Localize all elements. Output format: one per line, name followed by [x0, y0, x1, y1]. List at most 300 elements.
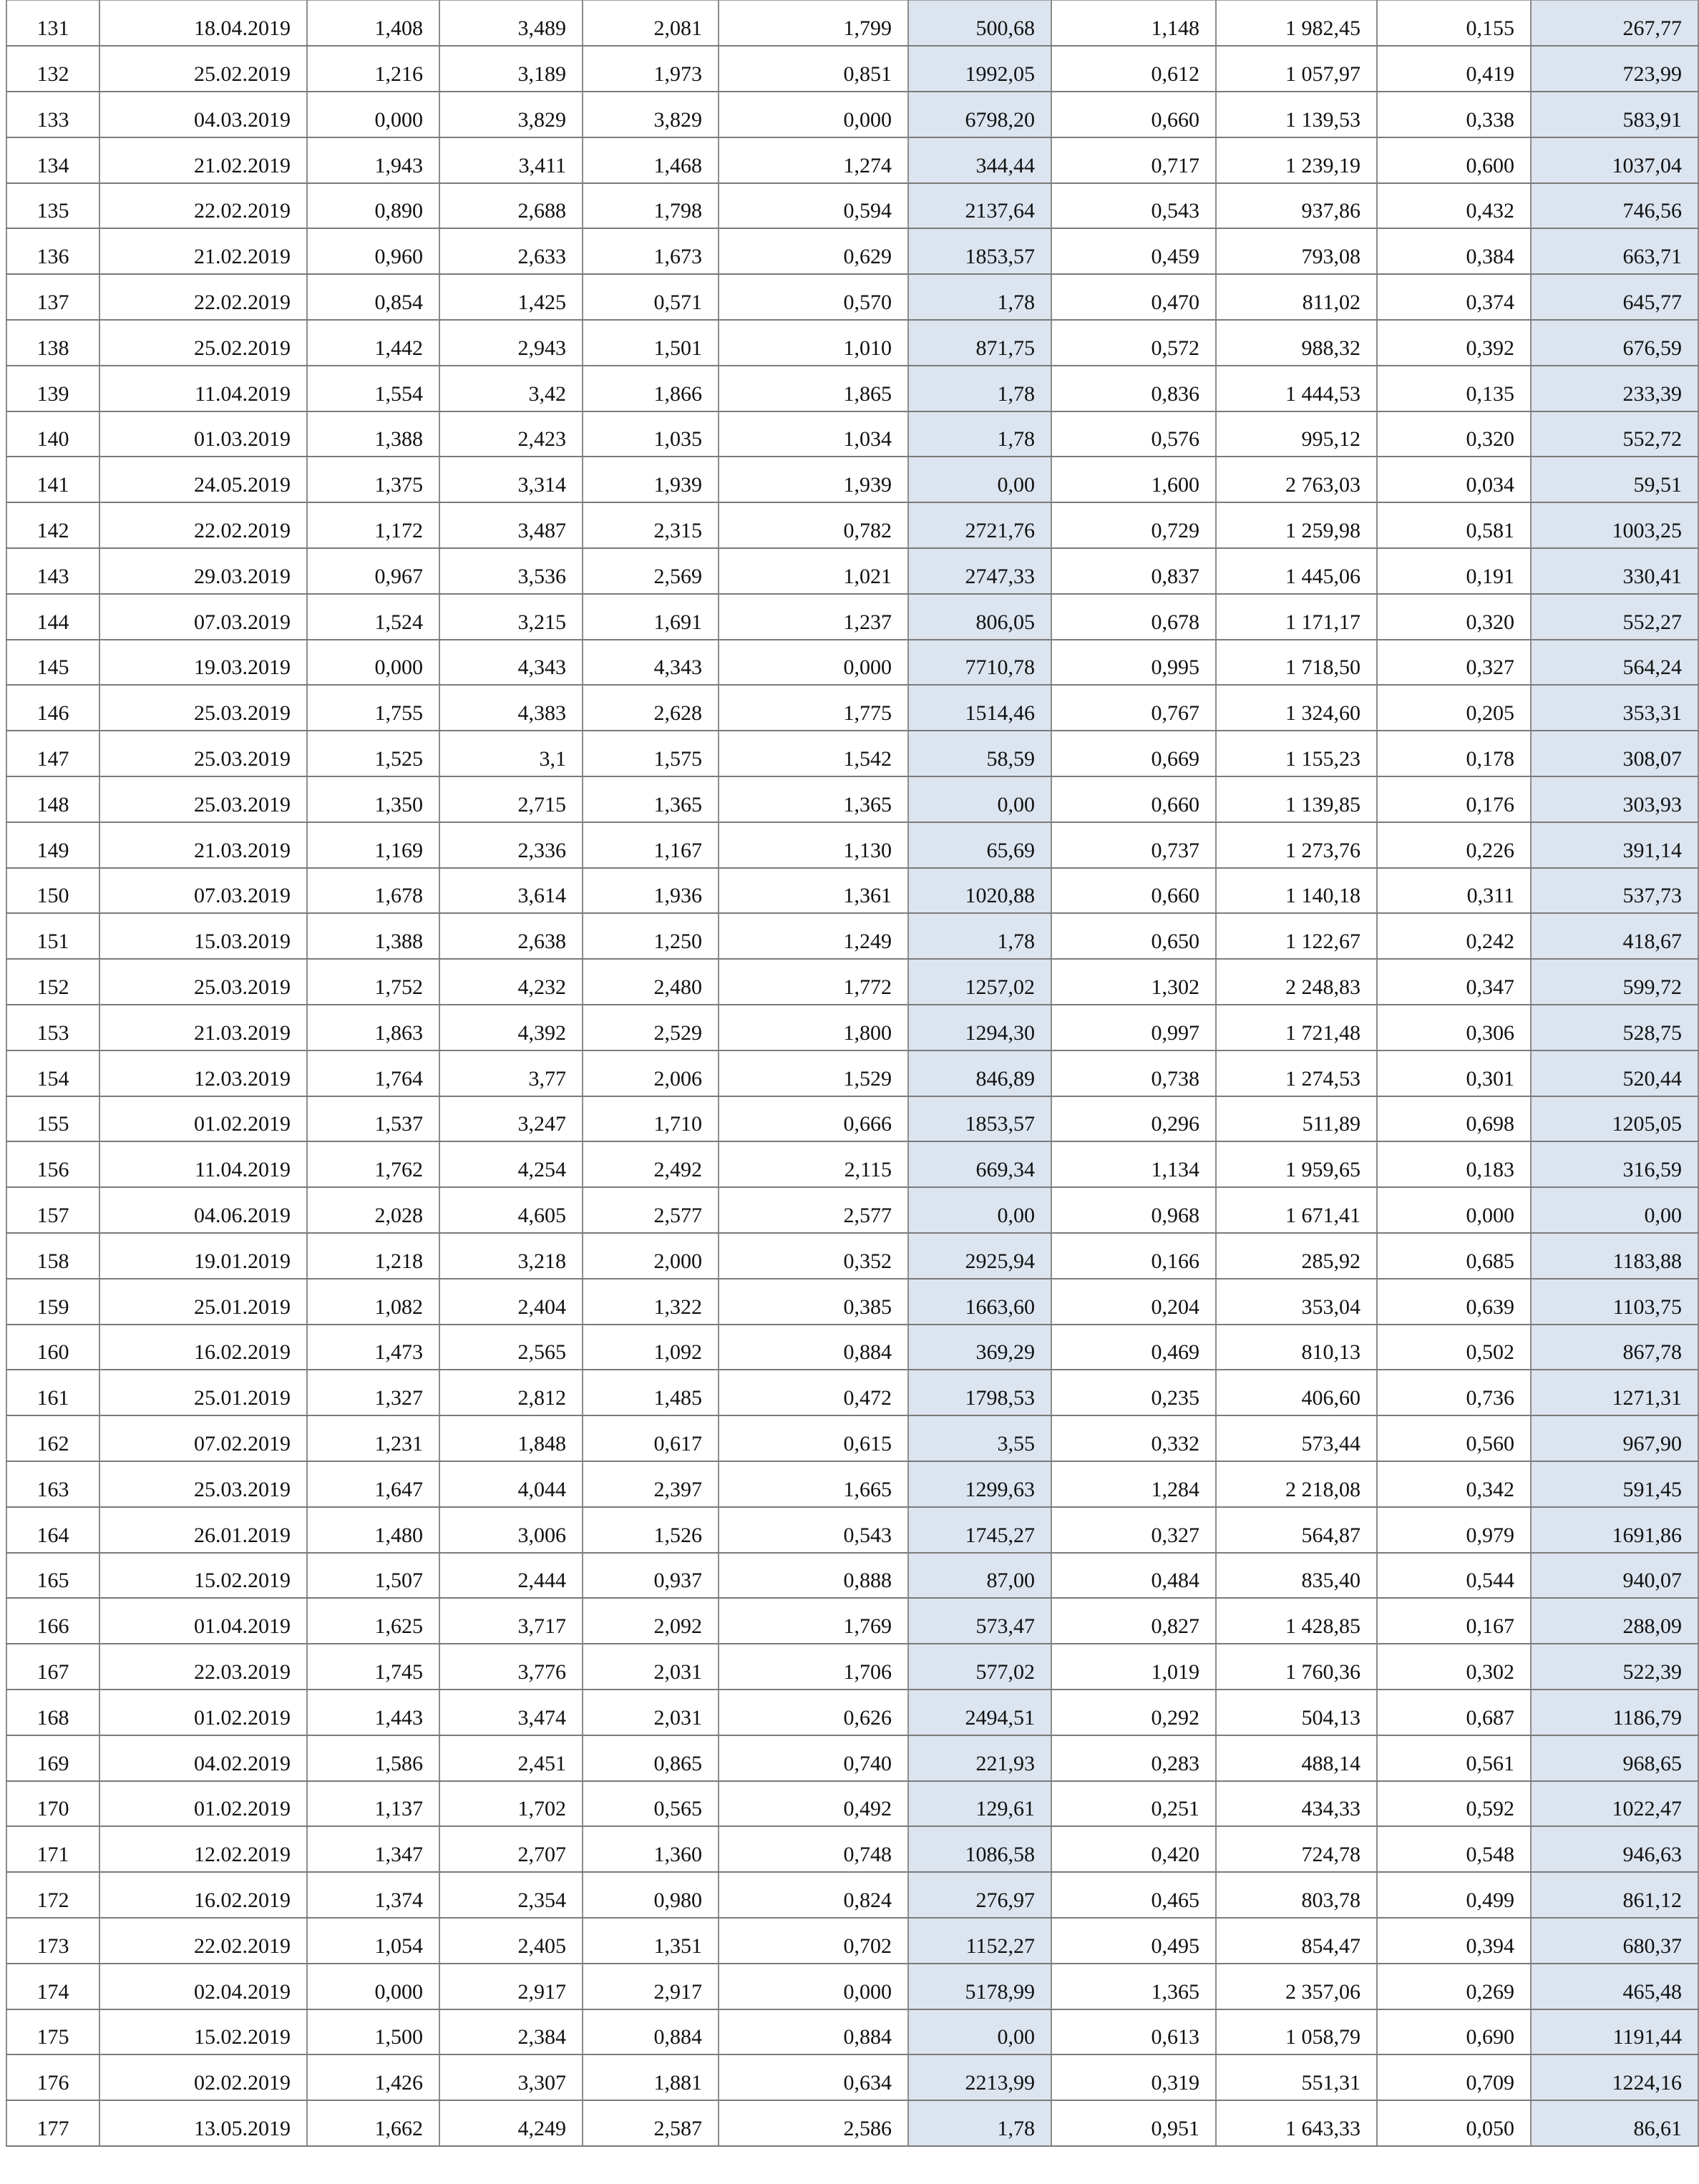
cell-value-i: 676,59	[1531, 320, 1698, 366]
cell-value-d: 1,365	[719, 776, 908, 822]
table-row	[6, 411, 1698, 457]
cell-value-g: 1 643,33	[1216, 2100, 1377, 2146]
cell-date: 22.02.2019	[99, 183, 307, 229]
cell-value-h: 0,685	[1377, 1233, 1531, 1279]
cell-row-number: 136	[6, 228, 99, 274]
cell-value-e: 0,00	[908, 776, 1051, 822]
cell-date: 25.01.2019	[99, 1370, 307, 1415]
cell-value-f: 1,302	[1051, 959, 1216, 1005]
cell-value-f: 0,235	[1051, 1370, 1216, 1415]
cell-date: 01.03.2019	[99, 411, 307, 457]
cell-value-c: 1,575	[583, 731, 719, 776]
table-row	[6, 1598, 1698, 1644]
cell-date: 21.02.2019	[99, 137, 307, 183]
cell-value-a: 1,625	[307, 1598, 439, 1644]
cell-value-g: 1 718,50	[1216, 640, 1377, 686]
cell-value-e: 1798,53	[908, 1370, 1051, 1415]
cell-date: 25.03.2019	[99, 776, 307, 822]
cell-date: 01.02.2019	[99, 1781, 307, 1827]
cell-row-number: 157	[6, 1187, 99, 1233]
cell-value-f: 0,827	[1051, 1598, 1216, 1644]
cell-value-e: 2213,99	[908, 2054, 1051, 2100]
cell-value-c: 1,322	[583, 1279, 719, 1325]
cell-value-i: 1022,47	[1531, 1781, 1698, 1827]
cell-date: 16.02.2019	[99, 1325, 307, 1370]
cell-row-number: 148	[6, 776, 99, 822]
cell-value-d: 0,626	[719, 1690, 908, 1735]
cell-value-i: 59,51	[1531, 457, 1698, 502]
cell-value-a: 1,678	[307, 868, 439, 914]
cell-value-c: 1,881	[583, 2054, 719, 2100]
table-row	[6, 1233, 1698, 1279]
cell-date: 25.03.2019	[99, 959, 307, 1005]
cell-value-f: 1,134	[1051, 1141, 1216, 1187]
cell-value-c: 2,587	[583, 2100, 719, 2146]
cell-value-b: 3,487	[439, 502, 583, 548]
cell-value-b: 3,189	[439, 46, 583, 92]
cell-value-b: 3,314	[439, 457, 583, 502]
cell-value-f: 1,019	[1051, 1644, 1216, 1690]
cell-date: 07.03.2019	[99, 868, 307, 914]
cell-value-e: 2747,33	[908, 548, 1051, 594]
cell-value-h: 0,709	[1377, 2054, 1531, 2100]
cell-row-number: 172	[6, 1872, 99, 1918]
cell-value-d: 1,130	[719, 822, 908, 868]
cell-value-g: 1 445,06	[1216, 548, 1377, 594]
cell-value-d: 0,884	[719, 2009, 908, 2055]
cell-row-number: 177	[6, 2100, 99, 2146]
cell-row-number: 146	[6, 685, 99, 731]
cell-value-b: 4,343	[439, 640, 583, 686]
cell-date: 16.02.2019	[99, 1872, 307, 1918]
cell-value-f: 0,420	[1051, 1826, 1216, 1872]
table-row	[6, 822, 1698, 868]
table-row	[6, 1141, 1698, 1187]
cell-row-number: 161	[6, 1370, 99, 1415]
cell-value-e: 129,61	[908, 1781, 1051, 1827]
cell-value-a: 1,647	[307, 1461, 439, 1507]
cell-value-d: 1,775	[719, 685, 908, 731]
table-row	[6, 594, 1698, 640]
cell-row-number: 160	[6, 1325, 99, 1370]
cell-value-b: 3,307	[439, 2054, 583, 2100]
cell-value-a: 1,169	[307, 822, 439, 868]
cell-value-c: 2,000	[583, 1233, 719, 1279]
table-row	[6, 913, 1698, 959]
cell-value-g: 1 058,79	[1216, 2009, 1377, 2055]
cell-value-a: 1,408	[307, 1, 439, 47]
cell-value-f: 0,459	[1051, 228, 1216, 274]
table-row	[6, 1781, 1698, 1827]
cell-value-e: 2925,94	[908, 1233, 1051, 1279]
cell-value-d: 1,010	[719, 320, 908, 366]
cell-value-d: 0,666	[719, 1096, 908, 1142]
cell-value-g: 285,92	[1216, 1233, 1377, 1279]
cell-value-d: 1,529	[719, 1050, 908, 1096]
cell-value-d: 0,740	[719, 1735, 908, 1781]
cell-value-a: 1,054	[307, 1918, 439, 1964]
cell-value-d: 0,570	[719, 274, 908, 320]
cell-date: 21.03.2019	[99, 1005, 307, 1050]
cell-value-d: 0,000	[719, 640, 908, 686]
table-row	[6, 228, 1698, 274]
cell-row-number: 150	[6, 868, 99, 914]
cell-value-i: 946,63	[1531, 1826, 1698, 1872]
cell-value-g: 811,02	[1216, 274, 1377, 320]
cell-value-i: 522,39	[1531, 1644, 1698, 1690]
cell-date: 02.04.2019	[99, 1964, 307, 2009]
table-row	[6, 2054, 1698, 2100]
cell-value-b: 3,77	[439, 1050, 583, 1096]
cell-value-h: 0,155	[1377, 1, 1531, 47]
cell-value-e: 65,69	[908, 822, 1051, 868]
cell-value-i: 537,73	[1531, 868, 1698, 914]
cell-value-e: 1,78	[908, 2100, 1051, 2146]
table-row	[6, 685, 1698, 731]
cell-value-a: 1,137	[307, 1781, 439, 1827]
cell-date: 19.03.2019	[99, 640, 307, 686]
cell-value-a: 1,172	[307, 502, 439, 548]
cell-value-g: 406,60	[1216, 1370, 1377, 1415]
cell-value-d: 0,615	[719, 1415, 908, 1461]
cell-value-d: 0,634	[719, 2054, 908, 2100]
cell-value-c: 1,092	[583, 1325, 719, 1370]
cell-value-h: 0,135	[1377, 366, 1531, 411]
cell-value-a: 1,443	[307, 1690, 439, 1735]
cell-row-number: 163	[6, 1461, 99, 1507]
cell-value-h: 0,034	[1377, 457, 1531, 502]
cell-row-number: 164	[6, 1507, 99, 1553]
cell-value-c: 1,167	[583, 822, 719, 868]
cell-value-h: 0,687	[1377, 1690, 1531, 1735]
cell-value-d: 1,021	[719, 548, 908, 594]
cell-value-b: 3,411	[439, 137, 583, 183]
cell-date: 15.02.2019	[99, 2009, 307, 2055]
cell-value-a: 0,967	[307, 548, 439, 594]
cell-value-b: 3,474	[439, 1690, 583, 1735]
cell-row-number: 131	[6, 1, 99, 47]
cell-value-h: 0,302	[1377, 1644, 1531, 1690]
cell-value-i: 1003,25	[1531, 502, 1698, 548]
cell-value-g: 1 671,41	[1216, 1187, 1377, 1233]
cell-value-a: 0,000	[307, 640, 439, 686]
cell-value-f: 0,465	[1051, 1872, 1216, 1918]
cell-value-b: 2,633	[439, 228, 583, 274]
cell-value-c: 4,343	[583, 640, 719, 686]
cell-value-i: 233,39	[1531, 366, 1698, 411]
cell-row-number: 174	[6, 1964, 99, 2009]
cell-value-i: 1186,79	[1531, 1690, 1698, 1735]
cell-value-g: 1 444,53	[1216, 366, 1377, 411]
cell-value-f: 0,576	[1051, 411, 1216, 457]
cell-value-b: 4,249	[439, 2100, 583, 2146]
cell-value-c: 2,492	[583, 1141, 719, 1187]
cell-row-number: 140	[6, 411, 99, 457]
cell-value-d: 1,542	[719, 731, 908, 776]
cell-value-c: 2,529	[583, 1005, 719, 1050]
cell-value-g: 1 155,23	[1216, 731, 1377, 776]
cell-value-e: 58,59	[908, 731, 1051, 776]
cell-row-number: 156	[6, 1141, 99, 1187]
cell-value-f: 0,613	[1051, 2009, 1216, 2055]
cell-value-f: 0,612	[1051, 46, 1216, 92]
cell-value-e: 669,34	[908, 1141, 1051, 1187]
cell-value-a: 1,231	[307, 1415, 439, 1461]
cell-value-c: 2,006	[583, 1050, 719, 1096]
cell-value-c: 2,480	[583, 959, 719, 1005]
cell-value-e: 1086,58	[908, 1826, 1051, 1872]
cell-value-g: 793,08	[1216, 228, 1377, 274]
cell-value-e: 3,55	[908, 1415, 1051, 1461]
cell-value-g: 573,44	[1216, 1415, 1377, 1461]
cell-value-a: 1,388	[307, 913, 439, 959]
table-row	[6, 92, 1698, 137]
cell-value-g: 1 139,85	[1216, 776, 1377, 822]
cell-value-f: 0,995	[1051, 640, 1216, 686]
cell-value-d: 0,472	[719, 1370, 908, 1415]
cell-value-g: 937,86	[1216, 183, 1377, 229]
cell-date: 04.06.2019	[99, 1187, 307, 1233]
cell-value-e: 1663,60	[908, 1279, 1051, 1325]
cell-value-c: 1,365	[583, 776, 719, 822]
cell-value-b: 4,232	[439, 959, 583, 1005]
cell-value-a: 1,327	[307, 1370, 439, 1415]
cell-value-e: 7710,78	[908, 640, 1051, 686]
cell-date: 25.03.2019	[99, 731, 307, 776]
cell-value-i: 1691,86	[1531, 1507, 1698, 1553]
cell-value-b: 3,717	[439, 1598, 583, 1644]
table-row	[6, 1096, 1698, 1142]
cell-value-b: 2,917	[439, 1964, 583, 2009]
cell-row-number: 171	[6, 1826, 99, 1872]
cell-value-e: 846,89	[908, 1050, 1051, 1096]
cell-value-g: 551,31	[1216, 2054, 1377, 2100]
cell-value-b: 3,218	[439, 1233, 583, 1279]
cell-value-e: 1294,30	[908, 1005, 1051, 1050]
cell-value-c: 2,081	[583, 1, 719, 47]
cell-value-b: 4,383	[439, 685, 583, 731]
cell-value-g: 1 057,97	[1216, 46, 1377, 92]
table-row	[6, 1050, 1698, 1096]
cell-value-g: 1 259,98	[1216, 502, 1377, 548]
cell-value-i: 86,61	[1531, 2100, 1698, 2146]
cell-value-c: 1,710	[583, 1096, 719, 1142]
cell-row-number: 159	[6, 1279, 99, 1325]
cell-value-f: 0,669	[1051, 731, 1216, 776]
cell-value-e: 1,78	[908, 274, 1051, 320]
table-row	[6, 1826, 1698, 1872]
cell-row-number: 162	[6, 1415, 99, 1461]
cell-value-b: 2,336	[439, 822, 583, 868]
cell-value-f: 0,837	[1051, 548, 1216, 594]
cell-value-i: 746,56	[1531, 183, 1698, 229]
cell-row-number: 170	[6, 1781, 99, 1827]
cell-value-i: 1103,75	[1531, 1279, 1698, 1325]
cell-value-i: 564,24	[1531, 640, 1698, 686]
cell-value-a: 1,537	[307, 1096, 439, 1142]
cell-value-i: 303,93	[1531, 776, 1698, 822]
cell-value-c: 2,397	[583, 1461, 719, 1507]
cell-value-d: 1,665	[719, 1461, 908, 1507]
cell-row-number: 158	[6, 1233, 99, 1279]
cell-value-e: 573,47	[908, 1598, 1051, 1644]
cell-value-h: 0,301	[1377, 1050, 1531, 1096]
cell-value-i: 861,12	[1531, 1872, 1698, 1918]
cell-value-c: 1,526	[583, 1507, 719, 1553]
cell-value-f: 0,951	[1051, 2100, 1216, 2146]
cell-value-b: 2,423	[439, 411, 583, 457]
cell-value-a: 1,662	[307, 2100, 439, 2146]
cell-value-d: 0,543	[719, 1507, 908, 1553]
cell-value-a: 1,762	[307, 1141, 439, 1187]
cell-value-f: 0,767	[1051, 685, 1216, 731]
cell-value-f: 0,997	[1051, 1005, 1216, 1050]
cell-value-i: 1037,04	[1531, 137, 1698, 183]
cell-row-number: 147	[6, 731, 99, 776]
cell-value-c: 1,798	[583, 183, 719, 229]
cell-date: 15.03.2019	[99, 913, 307, 959]
cell-value-g: 803,78	[1216, 1872, 1377, 1918]
cell-value-c: 1,866	[583, 366, 719, 411]
cell-value-h: 0,311	[1377, 868, 1531, 914]
cell-date: 01.02.2019	[99, 1096, 307, 1142]
cell-date: 04.03.2019	[99, 92, 307, 137]
cell-value-d: 0,884	[719, 1325, 908, 1370]
cell-value-d: 1,706	[719, 1644, 908, 1690]
cell-value-f: 0,660	[1051, 776, 1216, 822]
cell-value-a: 1,218	[307, 1233, 439, 1279]
cell-row-number: 153	[6, 1005, 99, 1050]
cell-value-b: 2,384	[439, 2009, 583, 2055]
cell-value-e: 276,97	[908, 1872, 1051, 1918]
cell-value-g: 1 139,53	[1216, 92, 1377, 137]
cell-value-f: 0,296	[1051, 1096, 1216, 1142]
cell-value-d: 0,888	[719, 1553, 908, 1599]
cell-value-i: 528,75	[1531, 1005, 1698, 1050]
cell-value-f: 0,717	[1051, 137, 1216, 183]
cell-value-f: 0,470	[1051, 274, 1216, 320]
cell-date: 12.02.2019	[99, 1826, 307, 1872]
cell-date: 22.03.2019	[99, 1644, 307, 1690]
cell-value-e: 2721,76	[908, 502, 1051, 548]
cell-value-i: 1224,16	[1531, 2054, 1698, 2100]
cell-value-i: 465,48	[1531, 1964, 1698, 2009]
cell-value-i: 520,44	[1531, 1050, 1698, 1096]
cell-value-b: 1,702	[439, 1781, 583, 1827]
cell-value-e: 221,93	[908, 1735, 1051, 1781]
cell-value-a: 1,426	[307, 2054, 439, 2100]
cell-row-number: 165	[6, 1553, 99, 1599]
table-row	[6, 1279, 1698, 1325]
cell-value-g: 988,32	[1216, 320, 1377, 366]
cell-value-i: 552,27	[1531, 594, 1698, 640]
cell-value-b: 3,776	[439, 1644, 583, 1690]
cell-value-f: 0,204	[1051, 1279, 1216, 1325]
cell-value-h: 0,432	[1377, 183, 1531, 229]
cell-value-d: 1,799	[719, 1, 908, 47]
cell-value-h: 0,698	[1377, 1096, 1531, 1142]
cell-value-h: 0,499	[1377, 1872, 1531, 1918]
cell-value-a: 1,755	[307, 685, 439, 731]
table-row	[6, 1553, 1698, 1599]
cell-value-c: 0,565	[583, 1781, 719, 1827]
cell-row-number: 143	[6, 548, 99, 594]
cell-value-d: 1,800	[719, 1005, 908, 1050]
cell-value-g: 1 274,53	[1216, 1050, 1377, 1096]
cell-value-g: 1 760,36	[1216, 1644, 1377, 1690]
cell-row-number: 155	[6, 1096, 99, 1142]
cell-value-a: 1,507	[307, 1553, 439, 1599]
cell-value-i: 645,77	[1531, 274, 1698, 320]
cell-value-h: 0,690	[1377, 2009, 1531, 2055]
cell-value-e: 1853,57	[908, 1096, 1051, 1142]
table-row	[6, 1187, 1698, 1233]
cell-date: 18.04.2019	[99, 1, 307, 47]
cell-value-f: 0,495	[1051, 1918, 1216, 1964]
cell-date: 11.04.2019	[99, 366, 307, 411]
cell-value-f: 0,327	[1051, 1507, 1216, 1553]
cell-row-number: 173	[6, 1918, 99, 1964]
cell-value-g: 2 357,06	[1216, 1964, 1377, 2009]
cell-value-c: 1,351	[583, 1918, 719, 1964]
cell-value-b: 4,392	[439, 1005, 583, 1050]
cell-value-i: 330,41	[1531, 548, 1698, 594]
cell-value-b: 1,848	[439, 1415, 583, 1461]
cell-value-b: 3,1	[439, 731, 583, 776]
cell-value-d: 1,237	[719, 594, 908, 640]
cell-value-f: 0,283	[1051, 1735, 1216, 1781]
cell-value-e: 1992,05	[908, 46, 1051, 92]
cell-value-a: 1,216	[307, 46, 439, 92]
cell-value-g: 995,12	[1216, 411, 1377, 457]
cell-value-a: 0,890	[307, 183, 439, 229]
cell-value-h: 0,419	[1377, 46, 1531, 92]
cell-value-a: 1,554	[307, 366, 439, 411]
cell-row-number: 142	[6, 502, 99, 548]
cell-value-b: 2,715	[439, 776, 583, 822]
cell-value-i: 1205,05	[1531, 1096, 1698, 1142]
cell-value-h: 0,242	[1377, 913, 1531, 959]
cell-value-i: 591,45	[1531, 1461, 1698, 1507]
cell-value-c: 0,571	[583, 274, 719, 320]
cell-value-f: 0,292	[1051, 1690, 1216, 1735]
cell-value-f: 0,319	[1051, 2054, 1216, 2100]
cell-value-b: 2,638	[439, 913, 583, 959]
cell-value-d: 0,352	[719, 1233, 908, 1279]
table-body	[6, 1, 1698, 2146]
cell-value-i: 267,77	[1531, 1, 1698, 47]
cell-value-h: 0,205	[1377, 685, 1531, 731]
cell-value-e: 369,29	[908, 1325, 1051, 1370]
cell-value-e: 500,68	[908, 1, 1051, 47]
cell-date: 22.02.2019	[99, 1918, 307, 1964]
cell-date: 22.02.2019	[99, 274, 307, 320]
cell-value-a: 1,500	[307, 2009, 439, 2055]
cell-date: 21.02.2019	[99, 228, 307, 274]
cell-value-c: 3,829	[583, 92, 719, 137]
cell-value-g: 2 218,08	[1216, 1461, 1377, 1507]
cell-value-g: 1 982,45	[1216, 1, 1377, 47]
cell-row-number: 137	[6, 274, 99, 320]
cell-date: 19.01.2019	[99, 1233, 307, 1279]
cell-row-number: 135	[6, 183, 99, 229]
table-row	[6, 46, 1698, 92]
cell-value-a: 1,350	[307, 776, 439, 822]
table-row	[6, 868, 1698, 914]
cell-value-b: 3,006	[439, 1507, 583, 1553]
cell-date: 25.03.2019	[99, 1461, 307, 1507]
cell-date: 21.03.2019	[99, 822, 307, 868]
